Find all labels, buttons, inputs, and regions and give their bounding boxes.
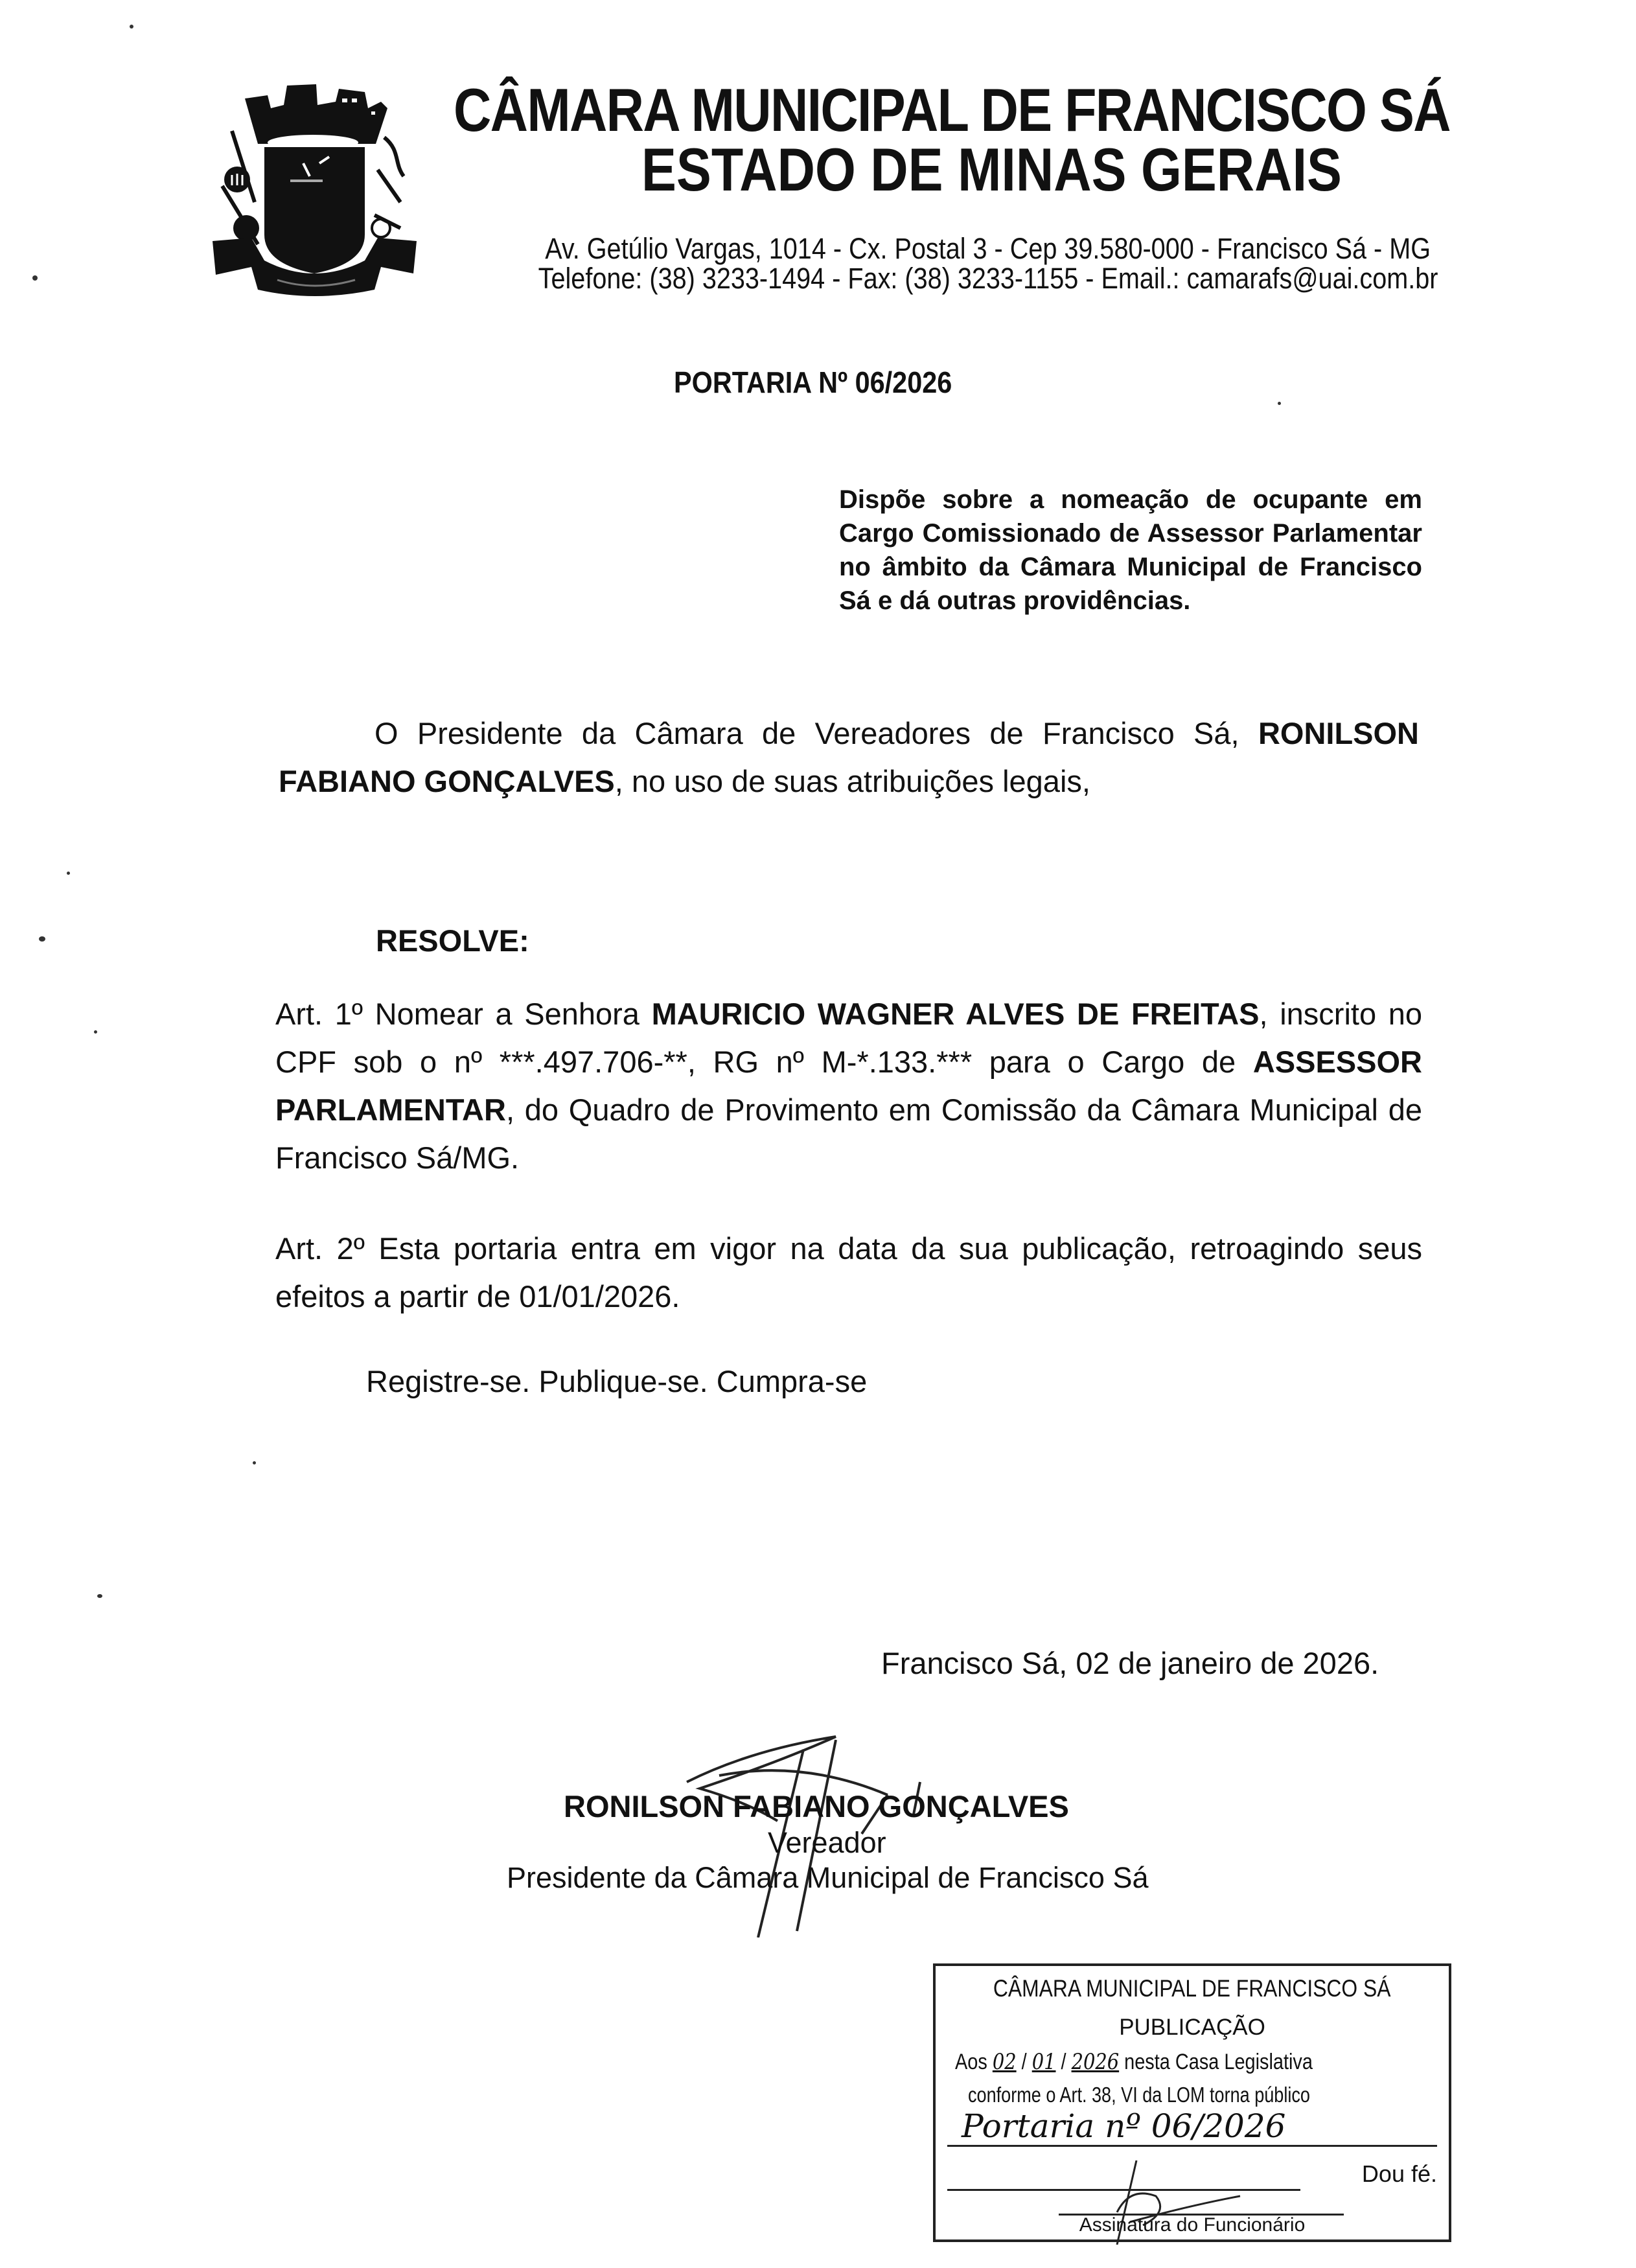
scan-speck: [253, 1461, 256, 1464]
state-title-text: ESTADO DE MINAS GERAIS: [641, 135, 1342, 203]
stamp-handwritten-entry: Portaria nº 06/2026: [962, 2107, 1286, 2145]
stamp-title-text: CÂMARA MUNICIPAL DE FRANCISCO SÁ: [993, 1975, 1391, 2002]
president-name: RONILSON FABIANO GONÇALVES: [279, 716, 1419, 798]
institution-title: CÂMARA MUNICIPAL DE FRANCISCO SÁ: [454, 76, 1450, 144]
scan-speck: [94, 1030, 97, 1034]
stamp-year: 2026: [1071, 2049, 1120, 2075]
publication-stamp: [933, 1963, 1451, 2242]
stamp-date-line: Aos 02 / 01 / 2026 nesta Casa Legislativa: [955, 2049, 1313, 2075]
opening-text: O Presidente da Câmara de Vereadores de Francisco Sá,: [374, 716, 1258, 750]
scan-speck: [32, 275, 38, 281]
place-date: Francisco Sá, 02 de janeiro de 2026.: [881, 1646, 1379, 1680]
address-line: [473, 233, 1503, 264]
address-text: Av. Getúlio Vargas, 1014 - Cx. Postal 3 - Cep 39.580-000 - Francisco Sá - MG: [545, 232, 1431, 265]
stamp-legal-line: conforme o Art. 38, VI da LOM torna público: [968, 2083, 1310, 2107]
signatory-role: Vereador: [768, 1826, 886, 1859]
article-1-middle: , inscrito no CPF sob o nº ***.497.706-**, RG nº M-*.133.*** para o Cargo de: [275, 997, 1423, 1079]
stamp-subtitle: PUBLICAÇÃO: [1119, 2015, 1265, 2040]
stamp-aos-label: Aos: [955, 2050, 987, 2074]
article-1-prefix: Art. 1º Nomear a Senhora: [275, 997, 652, 1031]
article-1-suffix: , do Quadro de Provimento em Comissão da Câmara Municipal de Francisco Sá/MG.: [275, 1093, 1422, 1175]
document-heading: PORTARIA Nº 06/2026: [674, 365, 952, 399]
contact-text: Telefone: (38) 3233-1494 - Fax: (38) 3233-1155 - Email.: camarafs@uai.com.br: [538, 262, 1438, 295]
scan-speck: [97, 1594, 102, 1598]
document-summary: Dispõe sobre a nomeação de ocupante em Cargo Comissionado de Assessor Parlamentar no âmbito da Câmara Municipal de Francisco Sá e dá outras providências.: [839, 485, 1422, 615]
stamp-after-date: nesta Casa Legislativa: [1124, 2050, 1313, 2074]
closing-formula: Registre-se. Publique-se. Cumpra-se: [366, 1364, 868, 1398]
stamp-day: 02: [992, 2049, 1017, 2075]
state-title: [454, 137, 1529, 202]
stamp-title: [936, 1975, 1449, 2002]
scan-speck: [39, 936, 45, 942]
signatory-title: Presidente da Câmara Municipal de Francisco Sá: [507, 1861, 1149, 1894]
scan-speck: [67, 872, 70, 875]
stamp-month: 01: [1031, 2049, 1056, 2075]
opening-paragraph: [279, 710, 1419, 805]
scan-speck: [130, 25, 133, 29]
resolve-label: RESOLVE:: [376, 923, 529, 958]
stamp-dou-fe: Dou fé.: [1361, 2160, 1437, 2187]
coat-of-arms-icon: [206, 73, 420, 299]
position-name: ASSESSOR PARLAMENTAR: [275, 1045, 1422, 1127]
stamp-rule: [947, 2145, 1437, 2147]
signatory-name: RONILSON FABIANO GONÇALVES: [564, 1789, 1069, 1823]
article-2: Art. 2º Esta portaria entra em vigor na data da sua publicação, retroagindo seus efeitos a partir de 01/01/2026.: [275, 1231, 1422, 1313]
appointee-name: MAURICIO WAGNER ALVES DE FREITAS: [651, 997, 1260, 1031]
article-1: [275, 990, 1422, 1182]
coat-of-arms-logo: [206, 73, 420, 299]
scan-speck: [1278, 402, 1281, 405]
stamp-signature-label: Assinatura do Funcionário: [1079, 2214, 1306, 2236]
contact-line: [473, 263, 1503, 294]
opening-text-end: , no uso de suas atribuições legais,: [614, 764, 1090, 798]
